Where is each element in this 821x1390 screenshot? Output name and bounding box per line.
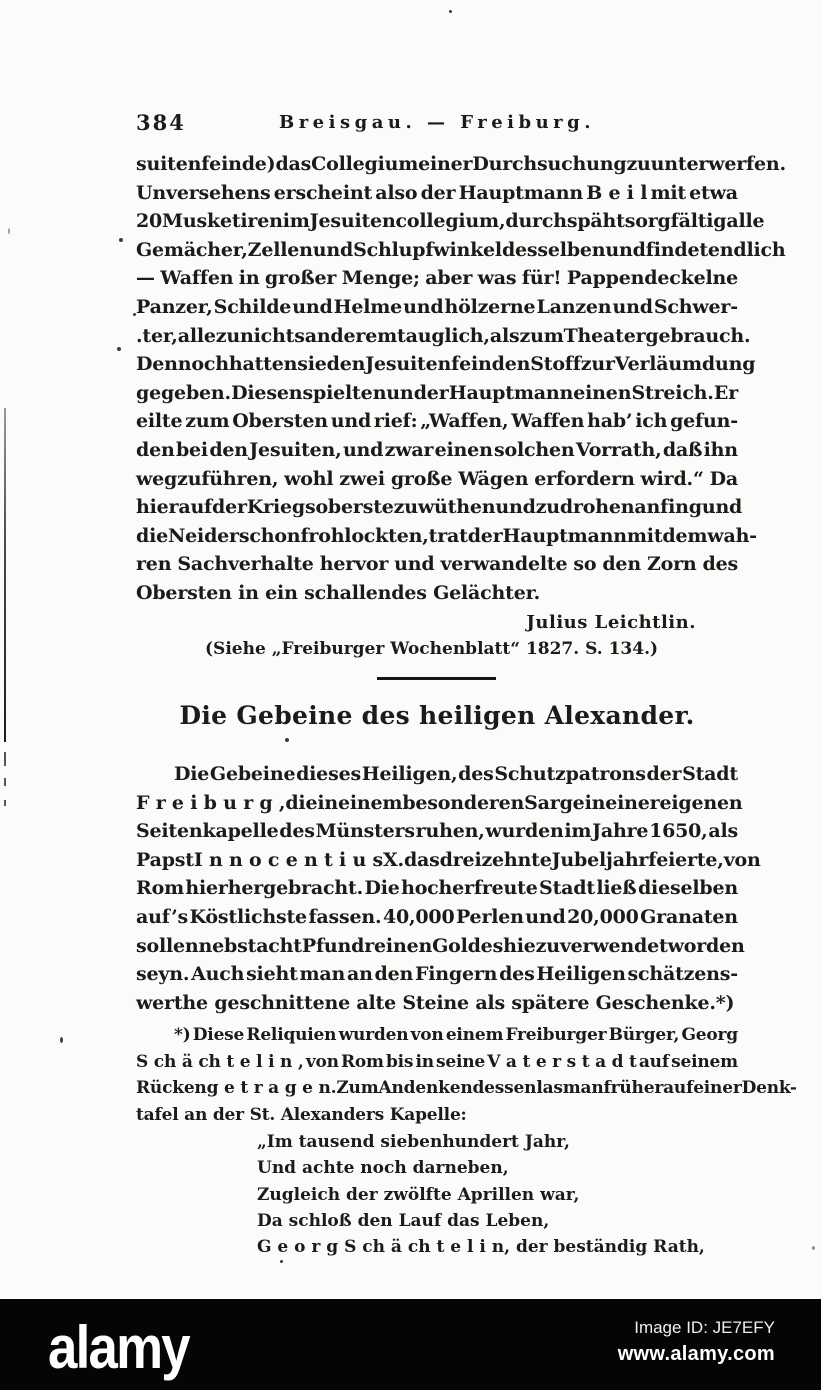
- text-line: *) Diese Reliquien wurden von einem Freiburger Bürger, Georg: [174, 1025, 738, 1045]
- text-line: sollen nebst acht Pfund reinen Goldes hiezu verwendet worden: [136, 934, 745, 957]
- text-line: Rücken g e t r a g e n. Zum Andenken dessen las man früher auf einer Denk-: [136, 1078, 797, 1099]
- text-line: wegzuführen, wohl zwei große Wägen erfordern wird.“ Da: [136, 467, 738, 490]
- text-line: Gemächer, Zellen und Schlupfwinkel desselben und findet endlich: [136, 238, 786, 261]
- text-line: gegeben. Diesen spielte nun der Hauptmann einen Streich. Er: [136, 381, 738, 404]
- text-line: Papst I n n o c e n t i u s X. das dreizehnte Jubeljahr feierte, von: [136, 848, 761, 871]
- scan-speck: [280, 1260, 283, 1263]
- scan-speck: [285, 738, 289, 742]
- text-line: 20 Musketiren im Jesuitencollegium, durchspäht sorgfältig alle: [136, 210, 765, 233]
- text-line: die Neider schon frohlockten, trat der Hauptmann mit dem wah-: [136, 524, 757, 547]
- page-number: 384: [136, 110, 186, 135]
- text-line: — Waffen in großer Menge; aber was für! Pappendeckelne: [136, 267, 738, 290]
- text-line: S ch ä ch t e l i n , von Rom bis in seine V a t e r s t a d t auf seinem: [136, 1051, 738, 1072]
- scan-edge-line-dash: [4, 800, 6, 806]
- text-line: ren Sachverhalte hervor und verwandelte so den Zorn des: [136, 553, 738, 576]
- text-line: tafel an der St. Alexanders Kapelle:: [136, 1104, 467, 1125]
- text-line: Da schloß den Lauf das Leben,: [257, 1210, 550, 1231]
- text-line: Obersten in ein schallendes Gelächter.: [136, 581, 541, 604]
- watermark-bar: [0, 1299, 821, 1390]
- scan-speck: [8, 228, 10, 234]
- text-line: den bei den Jesuiten, und zwar einen solchen Vorrath, daß ihn: [136, 438, 738, 461]
- scan-speck: [449, 10, 452, 13]
- text-line: Zugleich der zwölfte Aprillen war,: [257, 1184, 580, 1205]
- text-line: hierauf der Kriegsoberste zu wüthen und zu drohen anfing und: [136, 496, 743, 519]
- text-line: Unversehens erscheint also der Hauptmann B e i l mit etwa: [136, 181, 738, 204]
- footnote: [136, 1022, 797, 1128]
- author-signature: Julius Leichtlin.: [526, 612, 696, 633]
- running-header: Breisgau. — Freiburg.: [278, 112, 595, 133]
- text-line: auf’s Köstlichste fassen. 40,000 Perlen und 20,000 Granaten: [136, 905, 738, 928]
- scan-speck: [117, 347, 121, 351]
- alamy-logo: alamy: [48, 1314, 189, 1381]
- text-line: .ter, alle zu nichts anderem tauglich, als zum Theatergebrauch.: [136, 324, 751, 347]
- section-title: Die Gebeine des heiligen Alexander.: [179, 701, 695, 730]
- footnote-verse: [257, 1129, 717, 1260]
- alamy-url-text: www.alamy.com: [617, 1343, 775, 1365]
- page-header: [136, 108, 738, 140]
- scan-speck: [119, 238, 123, 242]
- text-line: Rom hierhergebracht. Die hocherfreute Stadt ließ dieselben: [136, 877, 738, 900]
- text-line: Und achte noch darneben,: [257, 1158, 509, 1179]
- scan-edge-line: [4, 408, 6, 742]
- text-line: suitenfeinde) das Collegium einer Durchsuchung zu unterwerfen.: [136, 153, 786, 175]
- scan-speck: [812, 1246, 815, 1250]
- text-line: Seitenkapelle des Münsters ruhen, wurden im Jahre 1650, als: [136, 820, 738, 843]
- section-divider: [377, 677, 496, 680]
- image-id-text: Image ID: JE7EFY: [634, 1318, 775, 1337]
- text-line: werthe geschnittene alte Steine als spätere Geschenke.*): [136, 991, 735, 1014]
- article2-body: [136, 760, 761, 1017]
- text-line: Panzer, Schilde und Helme und hölzerne Lanzen und Schwer-: [136, 295, 738, 318]
- scan-edge-line-dash: [4, 778, 6, 786]
- text-line: Dennoch hatten sie den Jesuitenfeinden Stoff zur Verläumdung: [136, 353, 756, 376]
- text-line: „Im tausend siebenhundert Jahr,: [257, 1132, 570, 1152]
- text-line: eilte zum Obersten und rief: „Waffen, Waffen hab’ ich gefun-: [136, 410, 738, 433]
- text-line: F r e i b u r g , die in einem besonderen Sarge in einer eigenen: [136, 791, 743, 814]
- scan-speck: [133, 313, 136, 316]
- article1-body: [136, 150, 786, 608]
- watermark-info: [618, 1318, 775, 1366]
- text-line: seyn. Auch sieht man an den Fingern des Heiligen schätzens-: [136, 963, 738, 986]
- text-line: Die Gebeine dieses Heiligen, des Schutzpatrons der Stadt: [174, 763, 738, 785]
- text-line: G e o r g S ch ä ch t e l i n, der beständig Rath,: [257, 1237, 705, 1258]
- source-citation: (Siehe „Freiburger Wochenblatt“ 1827. S. 134.): [205, 639, 659, 659]
- scan-speck: [60, 1037, 63, 1043]
- scan-edge-line-dash: [4, 752, 6, 766]
